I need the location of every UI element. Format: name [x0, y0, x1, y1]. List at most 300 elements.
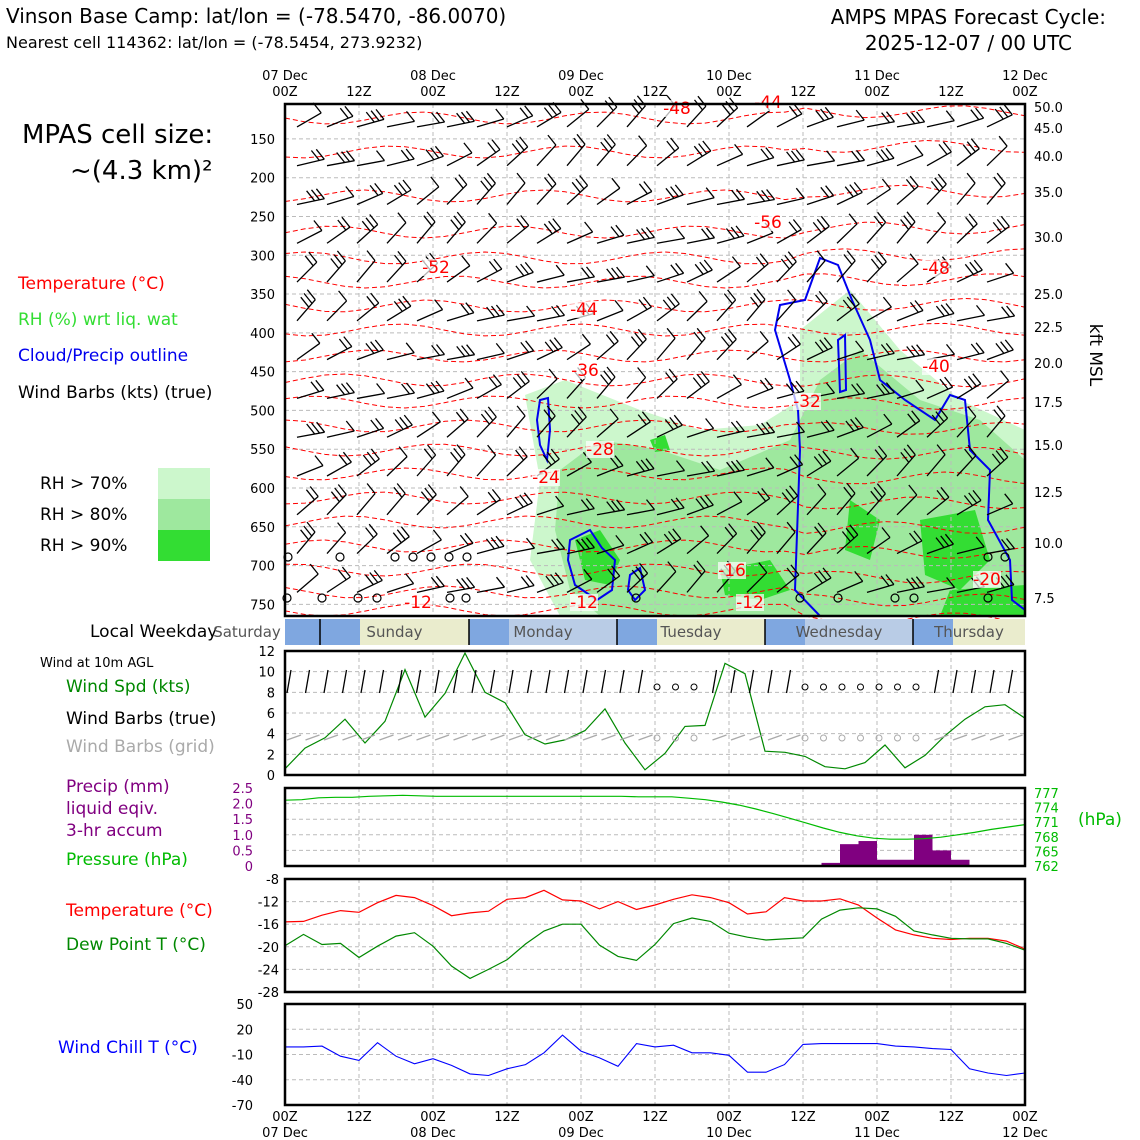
wind-barb-flag	[462, 256, 470, 266]
wind-barb-flag	[606, 335, 614, 345]
wind-barb-staff	[927, 121, 954, 127]
temperature-contour-label: -24	[532, 468, 560, 488]
wind-barb-flag	[963, 145, 971, 155]
wind-barb-staff	[477, 223, 497, 243]
surface-wind-barb	[491, 670, 495, 693]
temperature-contour-label: -56	[754, 213, 782, 233]
wind-barb-staff	[477, 150, 500, 166]
grid-wind-barb	[990, 735, 1004, 740]
top-axis-date-label: 11 Dec	[854, 69, 900, 84]
wind-ytick-label: 12	[258, 645, 275, 660]
pressure-ytick-label: 765	[1034, 845, 1059, 861]
surface-calm-circle	[673, 684, 679, 690]
wind-barb-staff	[447, 266, 470, 282]
temperature-contour-label: -12	[570, 593, 598, 613]
wind-barb-flag	[517, 219, 525, 229]
wind-barb-staff	[537, 315, 565, 320]
wind-ytick-label: 8	[266, 686, 275, 702]
wind-barb-flag	[549, 369, 557, 379]
top-axis-date-label: 10 Dec	[706, 69, 752, 84]
wind-barb-staff	[327, 462, 351, 476]
dewpoint-label: Dew Point T (°C)	[66, 935, 206, 955]
kft-tick-label: 50.0	[1034, 101, 1063, 116]
wind-barb-flag	[465, 378, 473, 388]
wind-barb-flag	[371, 449, 379, 459]
surface-wind-barb	[990, 670, 994, 693]
wind-barb-staff	[987, 350, 1013, 360]
top-axis-hour-label: 00Z	[716, 85, 742, 100]
top-axis-hour-label: 00Z	[272, 85, 298, 100]
precip-bar	[933, 850, 952, 866]
pressure-tick-label: 200	[250, 171, 275, 187]
wind-barb-staff	[447, 497, 468, 515]
top-axis-hour-label: 00Z	[864, 85, 890, 100]
wind-barb-staff	[537, 229, 561, 244]
wind-barb-staff	[777, 160, 804, 166]
weekday-night-shade	[285, 619, 320, 645]
nearest-cell-subtitle: Nearest cell 114362: lat/lon = (-78.5454, 273.9232)	[6, 33, 423, 52]
temp-ytick-label: -24	[257, 963, 279, 979]
legend-wind-barbs: Wind Barbs (kts) (true)	[18, 383, 213, 403]
wind-barb-staff	[567, 109, 589, 127]
wind-barb-staff	[687, 270, 712, 282]
weekday-night-shade	[320, 619, 360, 645]
bottom-axis-hour-label: 12Z	[790, 1110, 816, 1125]
calm-wind-circle	[373, 594, 381, 602]
wind-barb-staff	[987, 381, 1009, 399]
calm-wind-circle	[391, 553, 399, 561]
wind-barb-staff	[297, 262, 317, 282]
wind-barb-staff	[297, 497, 318, 515]
wind-barb-flag	[432, 412, 440, 422]
forecast-cycle-label: AMPS MPAS Forecast Cycle:	[830, 5, 1106, 29]
wind-barb-flag	[556, 265, 564, 275]
surface-wind-barb	[639, 670, 643, 693]
temperature-contour-label: -16	[718, 561, 746, 581]
wind-barb-staff	[417, 310, 443, 321]
wind-barb-staff	[447, 587, 475, 592]
wind-barb-staff	[477, 546, 504, 553]
wind-barb-staff	[957, 315, 985, 320]
legend-cloud-outline: Cloud/Precip outline	[18, 346, 189, 366]
wind-barb-staff	[867, 307, 891, 321]
wind-barb-staff	[297, 466, 323, 476]
wind-barb-staff	[507, 116, 533, 127]
wind-barb-flag	[371, 293, 379, 303]
bottom-axis-hour-label: 00Z	[568, 1110, 594, 1125]
pressure-tick-label: 150	[250, 132, 275, 148]
wind-barb-staff	[747, 158, 774, 166]
wind-barb-staff	[507, 316, 535, 321]
wind-barb-staff	[717, 199, 745, 204]
wind-barb-flag	[883, 297, 891, 307]
calm-wind-circle	[427, 553, 435, 561]
wind-barb-staff	[567, 232, 593, 243]
wind-barb-staff	[537, 184, 556, 205]
wind-barb-flag	[346, 187, 354, 197]
pressure-tick-label: 300	[250, 249, 275, 265]
grid-calm-circle	[858, 735, 864, 741]
wind-barb-staff	[657, 195, 683, 205]
wind-barb-staff	[687, 238, 715, 243]
pressure-tick-label: 750	[250, 598, 275, 614]
grid-calm-circle	[895, 735, 901, 741]
wind-barb-flag	[398, 213, 406, 223]
wind-barb-flag	[677, 228, 685, 238]
wind-barb-flag	[315, 456, 323, 466]
wind-barb-flag	[638, 368, 646, 378]
temp-ytick-label: -8	[266, 873, 279, 888]
grid-wind-barb	[491, 735, 505, 740]
wind-barb-flag	[433, 530, 441, 540]
temp-ytick-label: -20	[257, 940, 279, 956]
pressure-tick-label: 500	[250, 404, 275, 420]
top-axis-hour-label: 00Z	[420, 85, 446, 100]
wind-barb-flag	[706, 188, 714, 198]
temperature-label: Temperature (°C)	[66, 901, 213, 921]
wind-barb-staff	[957, 270, 982, 282]
weekday-name: Saturday	[213, 623, 281, 641]
legend-rh90-label: RH > 90%	[40, 536, 128, 556]
wind-barb-staff	[327, 197, 354, 205]
temp-ytick-label: -28	[257, 986, 279, 1001]
temperature-contour-label: -40	[922, 357, 950, 377]
wind-ytick-label: 10	[258, 665, 275, 681]
bottom-axis-hour-label: 12Z	[642, 1110, 668, 1125]
wind-barb-staff	[717, 300, 736, 321]
kft-tick-label: 25.0	[1034, 288, 1063, 303]
wind-barb-flag	[882, 179, 890, 189]
wind-barb-flag	[756, 257, 764, 267]
wind-barb-flag	[367, 296, 375, 306]
temperature-contour-label: -20	[973, 570, 1001, 590]
surface-calm-circle	[895, 684, 901, 690]
temperature-contour-label: -48	[663, 99, 691, 119]
kft-tick-label: 35.0	[1034, 186, 1063, 201]
surface-calm-circle	[913, 684, 919, 690]
wind-ytick-label: 0	[266, 769, 275, 784]
wind-barb-staff	[627, 192, 652, 205]
wind-barb-staff	[387, 223, 406, 244]
grid-wind-barb	[583, 735, 597, 740]
wind-barb-staff	[657, 238, 685, 243]
wind-barb-staff	[297, 231, 322, 244]
legend-temperature: Temperature (°C)	[18, 274, 165, 294]
wind-barb-staff	[747, 111, 770, 127]
wind-barb-staff	[807, 117, 833, 127]
wind-barb-flag	[521, 216, 529, 226]
pressure-tick-label: 250	[250, 210, 275, 226]
wind-barb-staff	[417, 187, 439, 205]
wind-barb-staff	[387, 121, 415, 127]
wind-barb-staff	[897, 311, 923, 321]
surface-wind-barb	[750, 670, 754, 693]
wind-barb-staff	[327, 161, 355, 166]
wind-barb-staff	[627, 146, 647, 166]
grid-wind-barb	[417, 735, 431, 740]
wind-barb-staff	[477, 499, 500, 514]
grid-wind-barb	[306, 735, 320, 740]
top-axis-hour-label: 00Z	[568, 85, 594, 100]
surface-wind-barb	[713, 670, 717, 693]
bottom-axis-hour-label: 00Z	[272, 1110, 298, 1125]
wind-barb-staff	[747, 299, 765, 320]
weekday-name: Monday	[513, 623, 573, 641]
cell-size-line1: MPAS cell size:	[22, 120, 214, 150]
wind-barb-staff	[447, 455, 465, 476]
wind-barb-staff	[777, 114, 802, 127]
wind-barb-staff	[567, 144, 585, 165]
wind-barb-staff	[387, 190, 411, 204]
temperature-contour-label: -12	[736, 593, 764, 613]
bottom-axis-date-label: 12 Dec	[1002, 1126, 1048, 1140]
surface-wind-barb	[731, 670, 735, 693]
wind-barb-staff	[477, 269, 502, 282]
grid-wind-barb	[639, 735, 653, 740]
kft-tick-label: 12.5	[1034, 486, 1063, 501]
wind-barb-flag	[706, 419, 714, 429]
wind-barb-flag	[431, 177, 439, 187]
wind-10m-note: Wind at 10m AGL	[40, 656, 154, 671]
wind-barb-staff	[297, 574, 318, 592]
temperature-contour-label: -28	[586, 440, 614, 460]
wind-barb-staff	[867, 189, 890, 204]
wind-barb-flag	[1006, 263, 1014, 273]
wind-barb-staff	[807, 161, 835, 166]
surface-wind-barb	[953, 670, 957, 693]
calm-wind-circle	[445, 553, 453, 561]
wind-barb-flag	[464, 143, 472, 153]
wind-barb-staff	[327, 227, 350, 243]
surface-wind-barb	[287, 670, 291, 693]
precip-ytick-label: 1.5	[232, 813, 253, 829]
surface-wind-barb	[546, 670, 550, 693]
pressure-ytick-label: 762	[1034, 860, 1059, 875]
temp-ytick-label: -16	[257, 918, 279, 934]
calm-wind-circle	[462, 594, 470, 602]
wind-barb-staff	[477, 315, 504, 321]
wind-barb-flag	[459, 175, 467, 185]
wind-barb-flag	[977, 305, 985, 315]
wind-barb-staff	[387, 457, 407, 476]
wind-ytick-label: 2	[266, 748, 275, 764]
kft-tick-label: 7.5	[1034, 592, 1055, 607]
wind-barb-staff	[717, 236, 744, 243]
wind-barb-flag	[585, 222, 593, 232]
wind-barb-staff	[327, 393, 354, 399]
kft-tick-label: 30.0	[1034, 231, 1063, 246]
wind-barb-flag	[377, 151, 385, 161]
wind-barb-flag	[612, 178, 620, 188]
surface-calm-circle	[691, 684, 697, 690]
wind-barb-staff	[507, 548, 535, 553]
wind-barb-staff	[657, 379, 677, 398]
grid-wind-barb	[454, 735, 468, 740]
precip-ytick-label: 0	[244, 860, 253, 875]
wind-barb-flag	[314, 221, 322, 231]
wind-barb-staff	[327, 431, 354, 437]
grid-wind-barb	[602, 735, 616, 740]
wind-barb-staff	[387, 494, 405, 515]
kft-axis-title: kft MSL	[1085, 323, 1105, 387]
temperature-contour-label: -48	[922, 259, 950, 279]
wind-barb-staff	[597, 107, 617, 127]
wind-barb-staff	[297, 532, 315, 553]
wind-barb-staff	[747, 264, 768, 282]
wind-barb-flag	[521, 371, 529, 381]
chill-ytick-label: -40	[231, 1073, 253, 1089]
wind-barb-staff	[987, 146, 1007, 165]
precip-ytick-label: 0.5	[232, 844, 253, 860]
top-axis-date-label: 08 Dec	[410, 69, 456, 84]
top-axis-date-label: 07 Dec	[262, 69, 308, 84]
grid-wind-barb	[472, 735, 486, 740]
wind-barb-staff	[327, 116, 353, 127]
top-axis-hour-label: 00Z	[1012, 85, 1038, 100]
wind-barb-staff	[837, 120, 864, 127]
cell-size-line2: ~(4.3 km)²	[70, 156, 213, 186]
wind-barb-staff	[447, 388, 473, 398]
wind-barb-staff	[687, 338, 705, 359]
wind-barb-staff	[927, 152, 951, 166]
pressure-tick-label: 450	[250, 365, 275, 381]
wind-barb-staff	[357, 261, 375, 282]
wind-barb-staff	[897, 186, 918, 204]
precip-ytick-label: 2.5	[232, 782, 253, 797]
grid-wind-barb	[435, 735, 449, 740]
wind-barb-staff	[357, 494, 375, 515]
grid-wind-barb	[287, 735, 301, 740]
wind-barb-staff	[327, 347, 352, 360]
grid-wind-barb	[509, 735, 523, 740]
wind-barb-staff	[897, 155, 923, 165]
wind-barb-staff	[357, 580, 382, 592]
pressure-tick-label: 650	[250, 520, 275, 536]
grid-calm-circle	[839, 735, 845, 741]
precip-label-2: liquid eqiv.	[66, 799, 159, 819]
precip-bar	[840, 844, 859, 866]
wind-barb-staff	[477, 455, 496, 476]
wind-barb-flag	[733, 375, 741, 385]
wind-ytick-label: 4	[266, 727, 275, 743]
wind-barb-staff	[507, 586, 534, 593]
precip-ytick-label: 2.0	[232, 797, 253, 813]
top-axis-hour-label: 12Z	[642, 85, 668, 100]
surface-wind-barb	[565, 670, 569, 693]
surface-wind-barb	[509, 670, 513, 693]
wind-barb-flag	[309, 252, 317, 262]
wind-barb-flag	[639, 136, 647, 146]
pressure-label: Pressure (hPa)	[66, 850, 188, 870]
surface-wind-barb	[306, 670, 310, 693]
wind-barb-staff	[417, 540, 441, 554]
weekday-label: Local Weekday	[90, 622, 218, 642]
chill-ytick-label: -70	[231, 1099, 253, 1114]
wind-barb-flag	[967, 173, 975, 183]
wind-barb-staff	[357, 303, 379, 321]
kft-tick-label: 20.0	[1034, 357, 1063, 372]
wind-barb-flag	[497, 577, 505, 587]
grid-wind-barb	[787, 735, 801, 740]
legend-rh80-label: RH > 80%	[40, 505, 128, 525]
grid-calm-circle	[913, 735, 919, 741]
wind-barb-staff	[357, 193, 383, 204]
top-axis-hour-label: 12Z	[346, 85, 372, 100]
wind-barb-staff	[417, 455, 436, 476]
wind-barb-staff	[687, 198, 714, 205]
wind-barb-staff	[387, 353, 414, 360]
wind-barb-flag	[488, 492, 496, 502]
wind-barb-staff	[897, 122, 925, 127]
pressure-ytick-label: 768	[1034, 830, 1059, 846]
legend-rh70-label: RH > 70%	[40, 474, 128, 494]
wind-barb-staff	[327, 261, 345, 282]
temperature-contour-label: -36	[571, 361, 599, 381]
surface-wind-barb	[620, 670, 624, 693]
wind-barb-staff	[477, 183, 495, 204]
bottom-axis-hour-label: 12Z	[494, 1110, 520, 1125]
weekday-name: Wednesday	[795, 623, 883, 641]
calm-wind-circle	[463, 553, 471, 561]
wind-speed-label: Wind Spd (kts)	[66, 677, 191, 697]
precip-bar	[859, 841, 878, 866]
wind-barb-staff	[867, 158, 894, 165]
top-axis-date-label: 12 Dec	[1002, 69, 1048, 84]
calm-wind-circle	[336, 553, 344, 561]
wind-barb-staff	[837, 224, 857, 243]
wind-barb-staff	[387, 393, 415, 398]
grid-wind-barb	[398, 735, 412, 740]
wind-barb-flag	[646, 266, 654, 276]
wind-barb-staff	[627, 307, 651, 321]
kft-tick-label: 22.5	[1034, 321, 1063, 336]
surface-wind-barb	[583, 670, 587, 693]
wind-barb-flag	[367, 484, 375, 494]
wind-barb-staff	[627, 106, 645, 127]
wind-barb-flag	[488, 445, 496, 455]
surface-wind-barb	[472, 670, 476, 693]
bottom-axis-date-label: 07 Dec	[262, 1126, 308, 1140]
top-axis-hour-label: 12Z	[494, 85, 520, 100]
wind-barb-staff	[717, 154, 743, 165]
wind-barb-flag	[999, 136, 1007, 146]
wind-barb-staff	[297, 159, 324, 165]
surface-wind-barb	[787, 670, 791, 693]
surface-wind-barb	[417, 670, 421, 693]
grid-calm-circle	[691, 735, 697, 741]
wind-barb-flag	[938, 212, 946, 222]
temperature-contour-label: -52	[422, 258, 450, 278]
wind-barb-staff	[627, 237, 654, 243]
wind-barb-staff	[627, 378, 646, 399]
weekday-name: Sunday	[366, 623, 423, 641]
surface-wind-barb	[602, 670, 606, 693]
surface-wind-barb	[935, 670, 939, 693]
kft-tick-label: 15.0	[1034, 439, 1063, 454]
wind-barb-staff	[747, 200, 775, 205]
wind-barb-staff	[477, 587, 505, 592]
wind-barb-staff	[987, 273, 1014, 282]
wind-barb-staff	[837, 160, 865, 165]
wind-barb-flag	[732, 257, 740, 267]
wind-barb-flag	[693, 378, 701, 388]
temperature-contour-label: -44	[754, 93, 782, 113]
wind-barb-staff	[957, 118, 984, 127]
top-axis-hour-label: 12Z	[790, 85, 816, 100]
pressure-ytick-label: 771	[1034, 816, 1059, 832]
grid-wind-barb	[713, 735, 727, 740]
pressure-unit-label: (hPa)	[1078, 810, 1122, 830]
